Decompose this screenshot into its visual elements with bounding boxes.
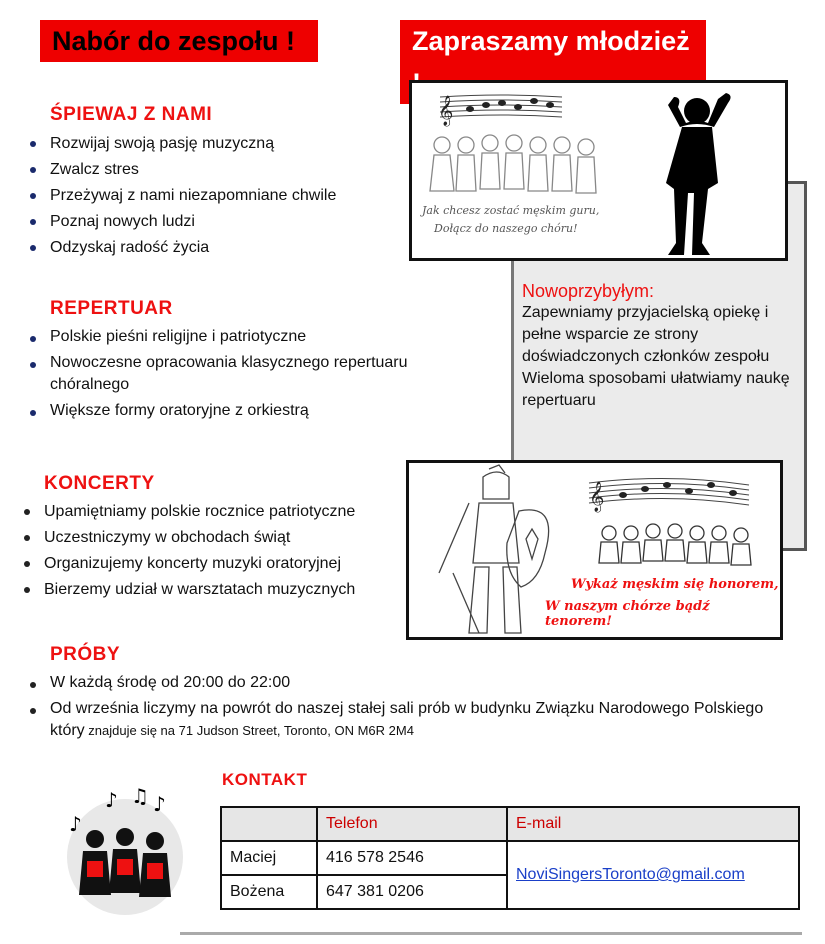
svg-text:𝄞: 𝄞 [438,96,454,126]
svg-text:𝄞: 𝄞 [589,482,605,512]
choir-image-2 [406,460,783,640]
image2-caption-2: W naszym chórze bądź tenorem! [545,599,710,629]
svg-text:♪: ♪ [69,812,82,836]
singers-logo-icon [55,785,195,915]
svg-text:♪: ♪ [153,792,166,816]
section-title-spiewaj: ŚPIEWAJ Z NAMI [50,104,213,125]
contact-phone: 647 381 0206 [317,875,507,909]
email-link[interactable]: NoviSingersToronto@gmail.com [516,866,745,883]
list-item: Rozwijaj swoją pasję muzyczną [22,131,402,157]
newcomers-title: Nowoprzybyłym: [522,281,655,301]
table-row [221,807,799,841]
list-item: Upamiętniamy polskie rocznice patriotyczne [16,499,416,525]
table-header-phone: Telefon [317,807,507,841]
image1-caption-2: Dołącz do naszego chóru! [434,222,578,235]
table-header-email: E-mail [507,807,799,841]
list-koncerty [16,499,416,603]
list-item: Zwalcz stres [22,157,402,183]
choir-image-1 [409,80,788,261]
contact-name: Maciej [221,841,317,875]
list-proby [22,672,792,742]
newcomers-text-1: Zapewniamy przyjacielską opiekę i pełne wsparcie ze strony doświadczonych członków zespołu [522,304,770,365]
contact-name: Bożena [221,875,317,909]
proby-text-main: Od września liczymy na powrót do naszej stałej sali prób w budynku Związku Narodowego Polskiego który [50,700,764,739]
banner-nabor: Nabór do zespołu ! [40,20,318,62]
svg-text:♫: ♫ [131,785,149,808]
list-item [22,698,792,742]
list-item: Uczestniczymy w obchodach świąt [16,525,416,551]
list-item: Organizujemy koncerty muzyki oratoryjnej [16,551,416,577]
section-title-proby: PRÓBY [50,644,121,665]
list-spiewaj [22,131,402,261]
table-row [221,841,799,875]
list-item: Nowoczesne opracowania klasycznego repertuaru chóralnego [22,352,462,396]
table-header-blank [221,807,317,841]
image1-caption-1: Jak chcesz zostać męskim guru, [422,204,600,217]
image2-caption-1: Wykaż męskim się honorem, [571,577,779,592]
list-item: Poznaj nowych ludzi [22,209,402,235]
list-item: Większe formy oratoryjne z orkiestrą [22,400,462,422]
list-repertuar [22,326,462,422]
section-title-repertuar: REPERTUAR [50,298,173,319]
list-item: W każdą środę od 20:00 do 22:00 [22,672,792,694]
section-title-kontakt: KONTAKT [222,770,308,789]
list-item: Polskie pieśni religijne i patriotyczne [22,326,462,348]
list-item: Odzyskaj radość życia [22,235,402,261]
newcomers-text-2: Wieloma sposobami ułatwiamy naukę repertuaru [522,370,790,409]
contact-table [220,806,800,910]
svg-text:♪: ♪ [105,788,118,812]
contact-email-cell [507,841,799,909]
contact-phone: 416 578 2546 [317,841,507,875]
proby-text-address: znajduje się na 71 Judson Street, Toronto, ON M6R 2M4 [84,723,414,738]
banner-zapraszamy: Zapraszamy młodzież [400,20,706,104]
section-title-koncerty: KONCERTY [44,473,155,494]
footer-divider [180,932,802,935]
list-item: Przeżywaj z nami niezapomniane chwile [22,183,402,209]
list-item: Bierzemy udział w warsztatach muzycznych [16,577,416,603]
